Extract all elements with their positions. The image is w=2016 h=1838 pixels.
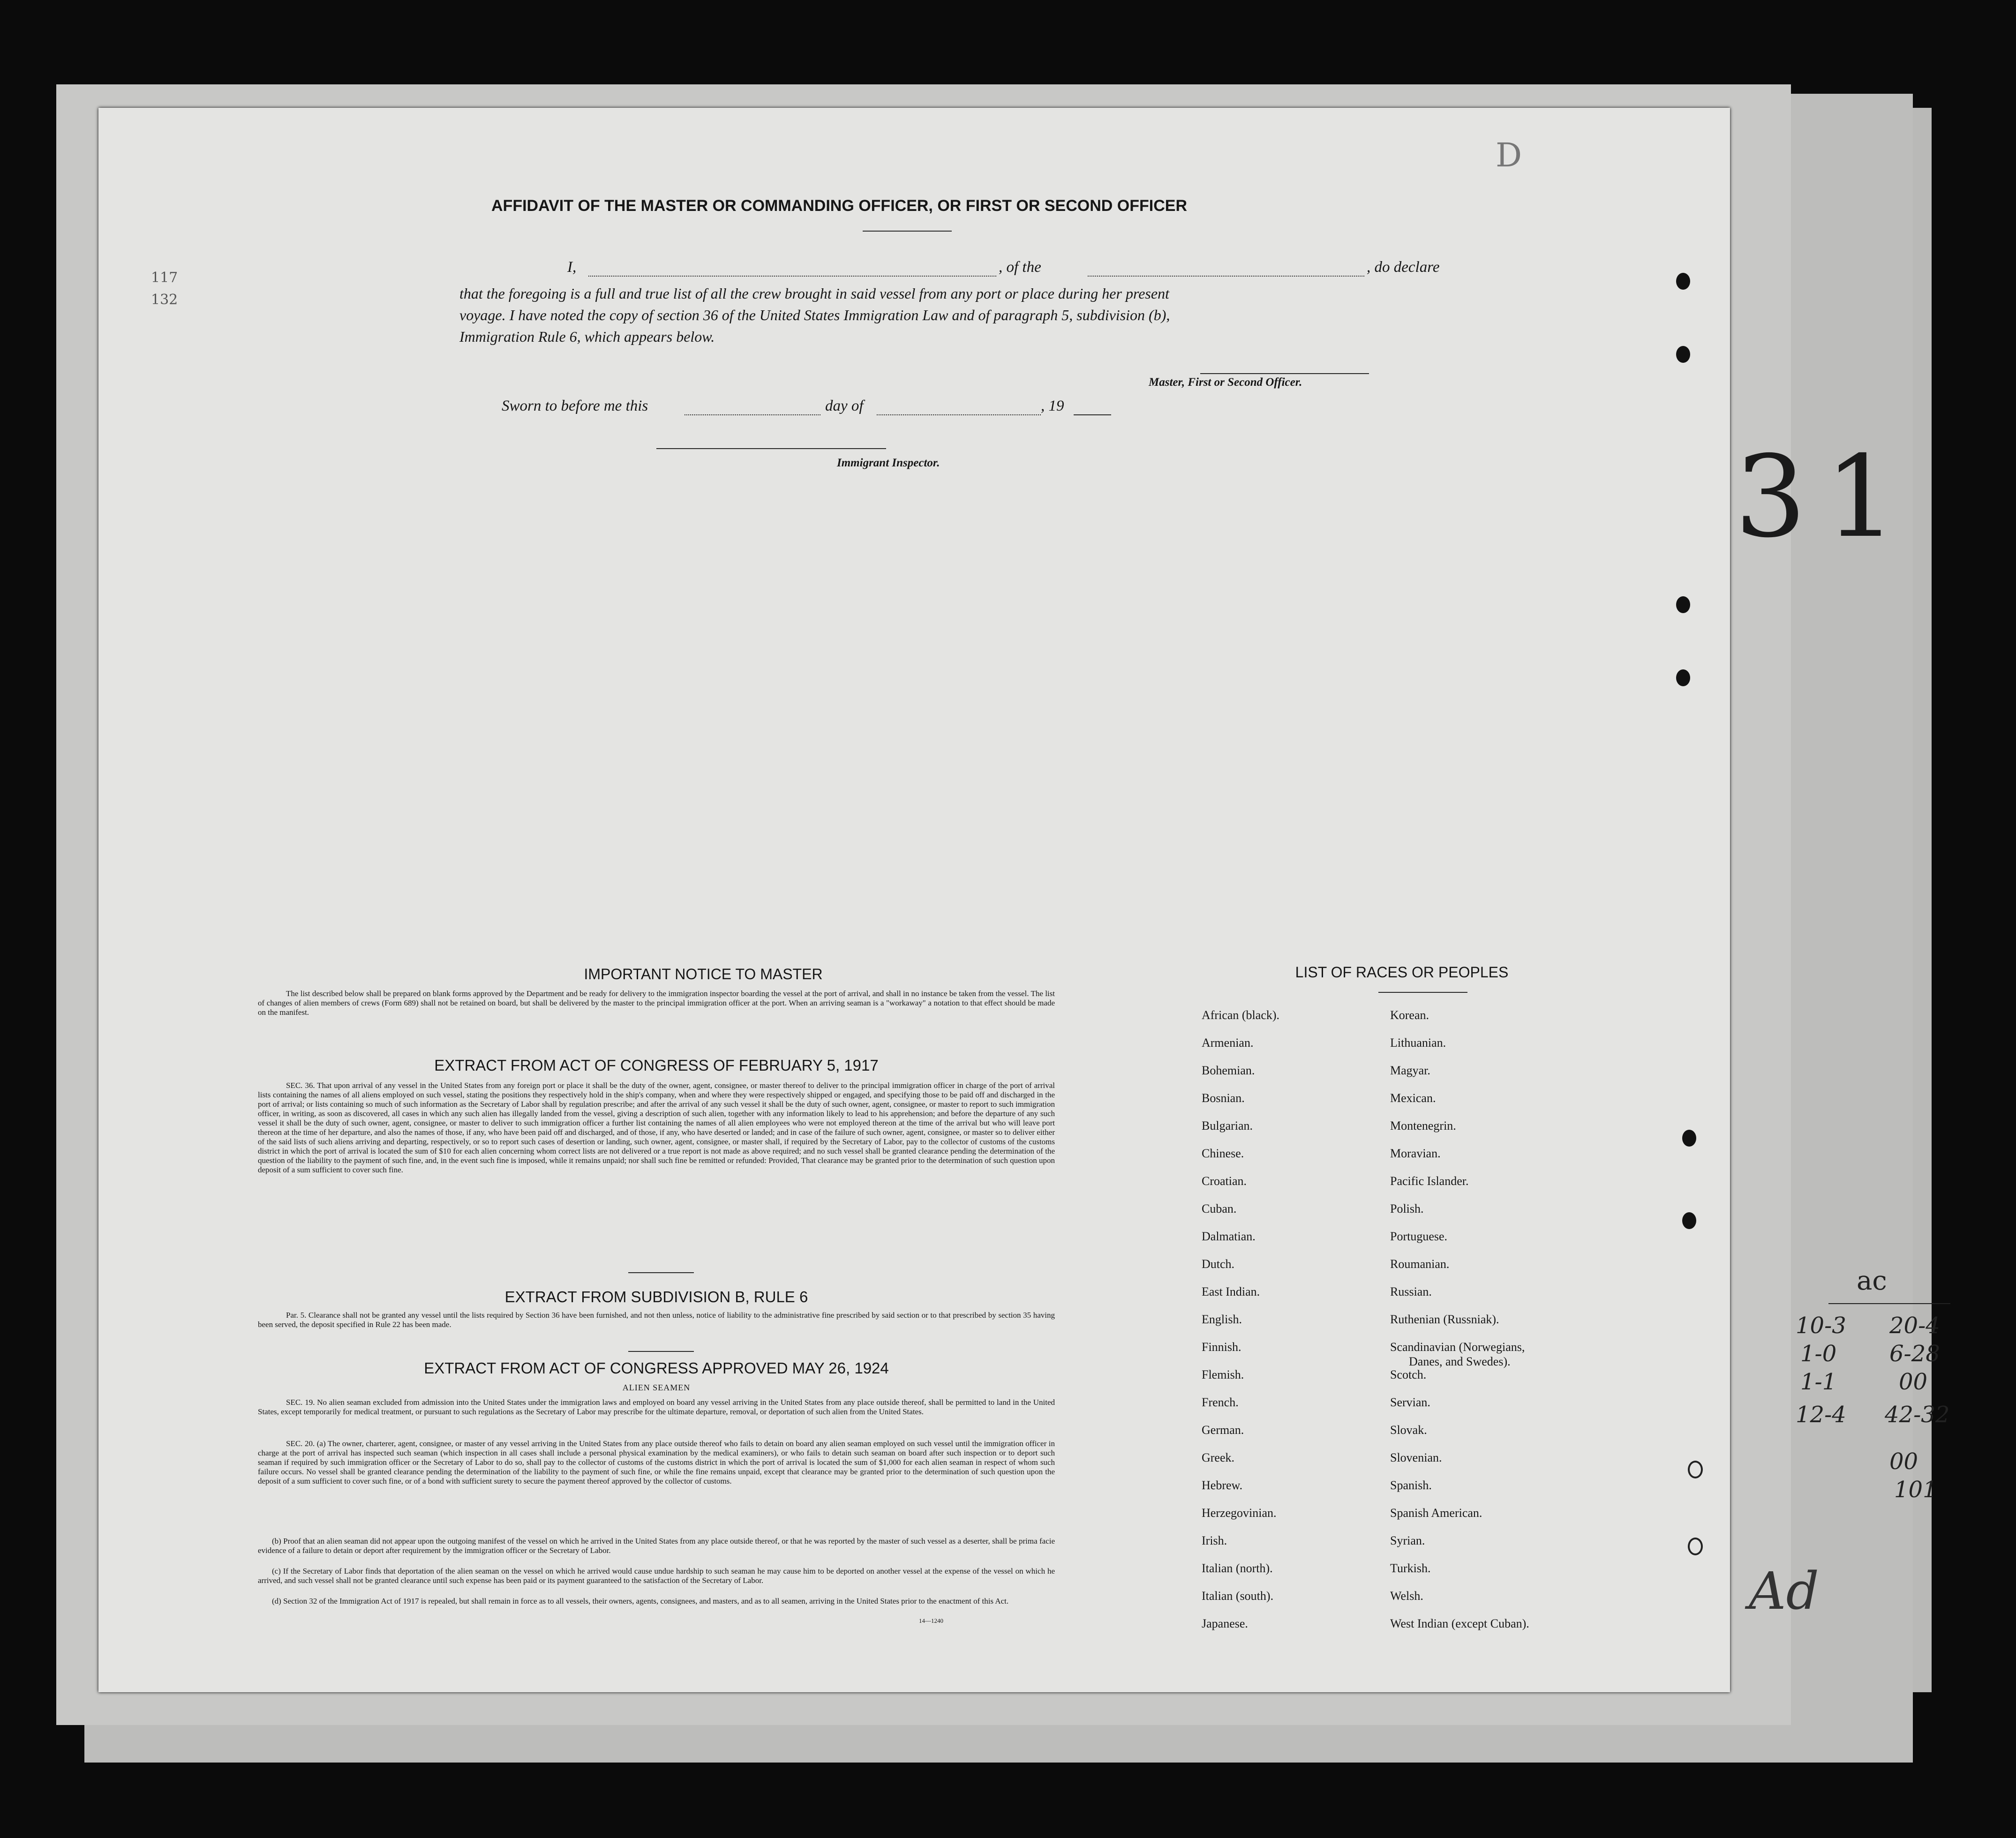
right-item: Scandinavian (Norwegians, [1390, 1340, 1525, 1354]
right-item: West Indian (except Cuban). [1390, 1617, 1529, 1630]
notice-text: The list described below shall be prepared on blank forms approved by the Department and be ready for delivery to the immigration inspector boarding the vessel at the port of arrival, and shall in no instance be taken from the vessel. The list of changes of alien members of crews (Form 689) shall not be retained on board, but shall be delivered by the master to the principal immigration officer at the port. When an arriving seaman is a "workaway" a notation to that effect should be made on the manifest. [258, 989, 1055, 1017]
left-item: African (black). [1202, 1008, 1280, 1022]
notice-title: IMPORTANT NOTICE TO MASTER [584, 966, 823, 983]
tally-entry: 6-28 [1889, 1341, 1940, 1367]
races-title-underline [1378, 992, 1467, 993]
right-item: Servian. [1390, 1395, 1430, 1409]
punch-hole [1682, 1212, 1696, 1229]
title-underline [863, 231, 952, 232]
form-sheet [98, 108, 1730, 1692]
tally-head-underline [1828, 1303, 1950, 1304]
left-item: Hebrew. [1202, 1478, 1243, 1492]
left-item: Bulgarian. [1202, 1119, 1253, 1133]
affidavit-body-line2: voyage. I have noted the copy of section 36 of the United States Immigration Law and of paragraph 5, subdivision (b), [459, 307, 1170, 323]
sec19-text: SEC. 19. No alien seaman excluded from admission into the United States under the immigration laws and employed on board any vessel arriving in the United States from any place outside thereof, shall be permitted to land in the United States, except temporarily for medical treatment, or pursuant to such regulations as the Secretary of Labor may prescribe for the ultimate departure, removal, or deportation of such alien from the United States. [258, 1398, 1055, 1416]
punch-hole [1676, 346, 1690, 363]
left-item: German. [1202, 1423, 1244, 1437]
left-item: Croatian. [1202, 1174, 1247, 1188]
right-item: Welsh. [1390, 1589, 1423, 1603]
left-item: Flemish. [1202, 1368, 1244, 1381]
right-item: Pacific Islander. [1390, 1174, 1469, 1188]
tally-head: ac [1857, 1266, 1887, 1296]
races-title: LIST OF RACES OR PEOPLES [1295, 964, 1509, 981]
tally-entry: 20-4 [1889, 1313, 1940, 1339]
left-margin-note-2: 132 [151, 292, 178, 308]
do-declare-label: , do declare [1367, 259, 1440, 276]
right-item: Slovenian. [1390, 1451, 1442, 1464]
right-item: Magyar. [1390, 1064, 1430, 1077]
left-item: Irish. [1202, 1534, 1227, 1547]
right-item: Moravian. [1390, 1147, 1441, 1160]
right-item: Portuguese. [1390, 1230, 1448, 1243]
punch-hole-open [1688, 1461, 1703, 1478]
alien-seamen-subtitle: ALIEN SEAMEN [622, 1383, 691, 1392]
punch-hole [1682, 1130, 1696, 1147]
inspector-line[interactable] [656, 448, 886, 449]
sworn-month-blank[interactable] [877, 414, 1041, 415]
punch-hole [1676, 273, 1690, 290]
name-blank[interactable] [588, 276, 996, 277]
left-item: Dutch. [1202, 1257, 1235, 1271]
of-the-label: , of the [999, 259, 1041, 276]
tally-entry: 101 [1894, 1477, 1937, 1503]
tally-entry: 1-0 [1800, 1341, 1837, 1367]
left-item: Chinese. [1202, 1147, 1244, 1160]
right-item: Spanish American. [1390, 1506, 1482, 1520]
inspector-caption: Immigrant Inspector. [837, 457, 940, 469]
tally-entry: 00 [1899, 1369, 1928, 1395]
big-number: 31 [1735, 431, 1916, 563]
scandinavian-continuation: Danes, and Swedes). [1409, 1355, 1511, 1368]
signature-fragment: Ad [1749, 1561, 1819, 1621]
left-item: Greek. [1202, 1451, 1235, 1464]
left-item: Bosnian. [1202, 1091, 1245, 1105]
extract-rule6-text: Par. 5. Clearance shall not be granted any vessel until the lists required by Section 36 have been furnished, and not then unless, notice of liability to the administrative fine prescribed by said section or to that prescribed by section 35 having been served, the deposit specified in Rule 22 has been made. [258, 1311, 1055, 1329]
year-prefix: , 19 [1041, 398, 1064, 414]
left-item: Armenian. [1202, 1036, 1254, 1050]
right-item: Roumanian. [1390, 1257, 1450, 1271]
extract-1917-title: EXTRACT FROM ACT OF CONGRESS OF FEBRUARY 5, 1917 [434, 1057, 879, 1074]
form-number: 14—1240 [919, 1617, 943, 1624]
sworn-label: Sworn to before me this [502, 398, 648, 414]
left-item: Japanese. [1202, 1617, 1248, 1630]
sworn-day-blank[interactable] [685, 414, 820, 415]
left-item: Cuban. [1202, 1202, 1237, 1215]
vessel-blank[interactable] [1088, 276, 1364, 277]
right-item: Slovak. [1390, 1423, 1427, 1437]
sec20c-text: (c) If the Secretary of Labor finds that deportation of the alien seaman on the vessel on which he arrived would cause undue hardship to such seaman he may cause him to be deported on another vessel at the expense of the vessel on which he arrived, and such vessel shall not be granted clearance until such expense has been paid or its payment guaranteed to the satisfaction of the Secretary of Labor. [258, 1567, 1055, 1585]
sec20b-text: (b) Proof that an alien seaman did not appear upon the outgoing manifest of the vessel on which he arrived in the United States from any place outside thereof, or that he was reported by the master of such vessel as a deserter, shall be prima facie evidence of a failure to detain or deport after requirement by the immigration officer or the Secretary of Labor. [258, 1537, 1055, 1555]
extract-1924-title: EXTRACT FROM ACT OF CONGRESS APPROVED MAY 26, 1924 [424, 1359, 889, 1377]
left-item: Herzegovinian. [1202, 1506, 1277, 1520]
races-right-column [1390, 1001, 1529, 1637]
affidavit-body-line3: Immigration Rule 6, which appears below. [459, 328, 715, 345]
section-divider-2 [628, 1351, 694, 1352]
extract-rule6-title: EXTRACT FROM SUBDIVISION B, RULE 6 [504, 1288, 808, 1305]
extract-1917-text: SEC. 36. That upon arrival of any vessel in the United States from any foreign port or place it shall be the duty of the owner, agent, consignee, or master thereof to deliver to the principal immigration officer in charge of the port of arrival lists containing the names of all aliens employed on such vessel, stating the positions they respectively hold in the ship's company, when and where they were respectively shipped or engaged, and specifying those to be paid off and discharged in the port of arrival; or lists containing so much of such information as the Secretary of Labor shall by regulation prescribe; and after the arrival of any such vessel it shall be the duty of such owner, agent, consignee, or master to report to such immigration officer, in writing, as soon as discovered, all cases in which any such alien has illegally landed from the vessel, giving a description of such alien, together with any information likely to lead to his apprehension; and before the departure of any such vessel it shall be the duty of such owner, agent, consignee, or master to deliver to such immigration officer a further list containing the names of all alien employees who were not employed thereon at the time of the arrival but who will leave port thereon at the time of her departure, and also the names of those, if any, who have been paid off and discharged, and of those, if any, who have deserted or landed; and in case of the failure of such owner, agent, consignee, or master so to deliver either of the said lists of such aliens arriving and departing, respectively, or so to report such cases of desertion or landing, such owner, agent, consignee, or master shall, if required by the Secretary of Labor, pay to the collector of customs of the customs district in which the port of arrival is located the sum of $10 for each alien concerning whom correct lists are not delivered or a true report is not made as above required; and no such vessel shall be granted clearance pending the determination of the question of the liability to the payment of such fine, and, in the event such fine is imposed, while it remains unpaid; nor shall such fine be remitted or refunded: Provided, That clearance may be granted prior to the determination of such question upon deposit of a sum sufficient to cover such fine. [258, 1081, 1055, 1174]
right-item: Ruthenian (Russniak). [1390, 1313, 1499, 1326]
right-item: Korean. [1390, 1008, 1429, 1022]
i-label: I, [567, 259, 577, 276]
right-item: Turkish. [1390, 1561, 1431, 1575]
right-item: Scotch. [1390, 1368, 1427, 1381]
right-item: Syrian. [1390, 1534, 1425, 1547]
section-divider-1 [628, 1272, 694, 1273]
tally-entry: 12-4 [1796, 1402, 1846, 1428]
punch-hole [1676, 669, 1690, 686]
right-item: Spanish. [1390, 1478, 1432, 1492]
affidavit-title: AFFIDAVIT OF THE MASTER OR COMMANDING OFFICER, OR FIRST OR SECOND OFFICER [491, 197, 1187, 215]
punch-hole [1676, 596, 1690, 613]
affidavit-body-line1: that the foregoing is a full and true list of all the crew brought in said vessel from any port or place during her present [459, 285, 1169, 302]
tally-entry: 42-32 [1885, 1402, 1950, 1428]
right-item: Montenegrin. [1390, 1119, 1456, 1133]
right-item: Polish. [1390, 1202, 1424, 1215]
right-item: Mexican. [1390, 1091, 1436, 1105]
left-item: English. [1202, 1313, 1242, 1326]
tally-entry: 1-1 [1800, 1369, 1837, 1395]
signature-caption: Master, First or Second Officer. [1149, 376, 1302, 389]
left-item: Bohemian. [1202, 1064, 1255, 1077]
left-item: East Indian. [1202, 1285, 1260, 1298]
left-item: Dalmatian. [1202, 1230, 1256, 1243]
day-of-label: day of [825, 398, 864, 414]
tally-entry: 00 [1889, 1448, 1918, 1475]
right-item: Russian. [1390, 1285, 1432, 1298]
corner-mark: D [1496, 136, 1522, 174]
left-item: Italian (south). [1202, 1589, 1274, 1603]
punch-hole-open [1688, 1538, 1703, 1555]
left-margin-note-1: 117 [151, 270, 178, 286]
tally-entry: 10-3 [1796, 1313, 1846, 1339]
sec20d-text: (d) Section 32 of the Immigration Act of 1917 is repealed, but shall remain in force as to all vessels, their owners, agents, consignees, and masters, and as to all seamen, arriving in the United States prior to the enactment of this Act. [272, 1597, 1009, 1605]
left-item: Finnish. [1202, 1340, 1241, 1354]
races-left-column [1202, 1001, 1279, 1637]
sec20a-text: SEC. 20. (a) The owner, charterer, agent, consignee, or master of any vessel arriving in the United States from any place outside thereof who fails to detain on board any alien seaman employed on such vessel until the immigration officer in charge at the port of arrival has inspected such seaman (which inspection in all cases shall include a personal physical examination by the medical examiners), or who fails to detain such seaman on board after such inspection or to deport such seaman if required by such immigration officer or the Secretary of Labor to do so, shall pay to the collector of customs of the customs district in which the port of arrival is located the sum of $1,000 for each alien seaman in respect of whom such failure occurs. No vessel shall be granted clearance pending the determination of the liability to the payment of such fine, or while the fine remains unpaid, except that clearance may be granted prior to the determination of such question upon the deposit of a sum sufficient to cover such fine, or of a bond with sufficient surety to secure the payment thereof approved by the collector of customs. [258, 1439, 1055, 1485]
left-item: French. [1202, 1395, 1239, 1409]
signature-line[interactable] [1200, 373, 1369, 374]
sworn-year-blank[interactable] [1074, 414, 1111, 415]
right-item: Lithuanian. [1390, 1036, 1446, 1050]
left-item: Italian (north). [1202, 1561, 1273, 1575]
